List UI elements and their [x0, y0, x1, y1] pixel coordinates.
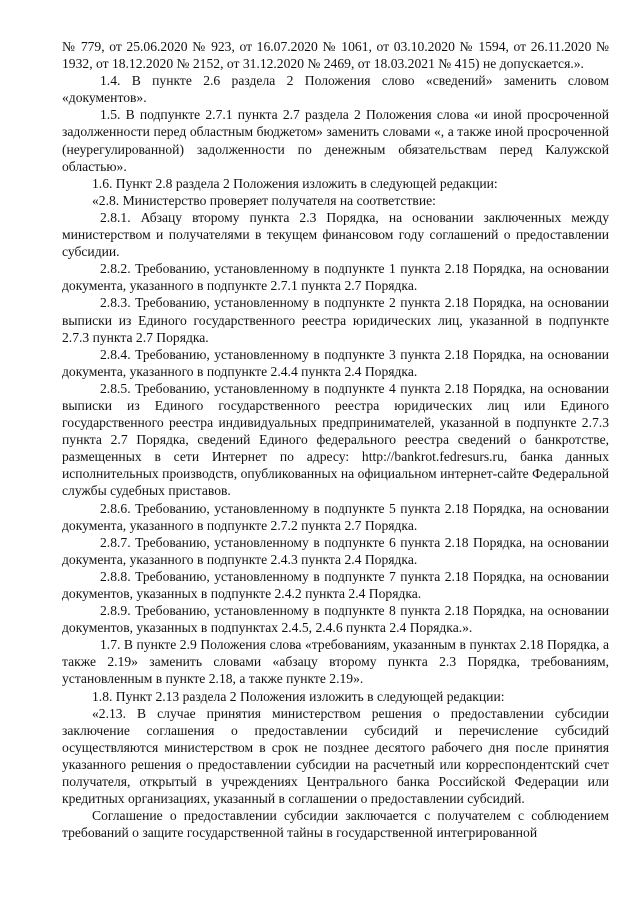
- paragraph-1-8: 1.8. Пункт 2.13 раздела 2 Положения изложить в следующей редакции:: [92, 688, 505, 704]
- paragraph-agreement: Соглашение о предоставлении субсидии заключается с получателем с соблюдением требований о защите государственной тайны в государственной интегрированной: [62, 808, 609, 841]
- paragraph-1-5: 1.5. В подпункте 2.7.1 пункта 2.7 раздела 2 Положения слова «и иной просроченной задолженности перед областным бюджетом» заменить словами «, а также иной просроченной (неурегулированной) задолженности по денежным обязательствам перед Калужской областью».: [62, 107, 609, 174]
- paragraph-2-8-5: 2.8.5. Требованию, установленному в подпункте 4 пункта 2.18 Порядка, на основании выписки из Единого государственного реестра юридических лиц или Единого государственного реестра индивидуальных предпринимателей, указанной в подпункте 2.7.3 пункта 2.7 Порядка, сведений Единого федерального реестра сведений о банкротстве, размещенных в сети Интернет по адресу: http://bankrot.fedresurs.ru, банка данных исполнительных производств, опубликованных на официальном интернет-сайте Федеральной службы судебных приставов.: [62, 380, 609, 499]
- document-body: [62, 38, 609, 841]
- paragraph-2-8-6: 2.8.6. Требованию, установленному в подпункте 5 пункта 2.18 Порядка, на основании документа, указанного в подпункте 2.7.2 пункта 2.7 Порядка.: [62, 500, 609, 533]
- paragraph-2-8-7: 2.8.7. Требованию, установленному в подпункте 6 пункта 2.18 Порядка, на основании документа, указанного в подпункте 2.4.3 пункта 2.4 Порядка.: [62, 534, 609, 567]
- paragraph-2-8: «2.8. Министерство проверяет получателя на соответствие:: [92, 192, 436, 208]
- paragraph-2-8-1: 2.8.1. Абзацу второму пункта 2.3 Порядка, на основании заключенных между министерством и получателями в текущем финансовом году соглашений о предоставлении субсидии.: [62, 209, 609, 260]
- paragraph-1-4: 1.4. В пункте 2.6 раздела 2 Положения слово «сведений» заменить словом «документов».: [62, 73, 609, 106]
- paragraph-2-8-4: 2.8.4. Требованию, установленному в подпункте 3 пункта 2.18 Порядка, на основании документа, указанного в подпункте 2.4.4 пункта 2.4 Порядка.: [62, 346, 609, 379]
- paragraph-continuation: № 779, от 25.06.2020 № 923, от 16.07.2020 № 1061, от 03.10.2020 № 1594, от 26.11.2020 № 1932, от 18.12.2020 № 2152, от 31.12.2020 № 2469, от 18.03.2021 № 415) не допускается.».: [62, 39, 609, 72]
- paragraph-2-13: «2.13. В случае принятия министерством решения о предоставлении субсидии заключение соглашения о предоставлении субсидий и перечисление субсидий осуществляются министерством в срок не позднее десятого рабочего дня после принятия указанного решения о предоставлении субсидии на расчетный или корреспондентский счет получателя, открытый в учреждениях Центрального банка Российской Федерации или кредитных организациях, указанный в соглашении о предоставлении субсидий.: [62, 705, 609, 807]
- paragraph-1-7: 1.7. В пункте 2.9 Положения слова «требованиям, указанным в пунктах 2.18 Порядка, а также 2.19» заменить словами «абзацу второму пункта 2.3 Порядка, требованиям, установленным в пункте 2.18, а также пункте 2.19».: [62, 637, 609, 687]
- paragraph-1-6: 1.6. Пункт 2.8 раздела 2 Положения изложить в следующей редакции:: [92, 175, 498, 191]
- paragraph-2-8-9: 2.8.9. Требованию, установленному в подпункте 8 пункта 2.18 Порядка, на основании документов, указанных в подпунктах 2.4.5, 2.4.6 пункта 2.4 Порядка.».: [62, 603, 609, 636]
- paragraph-2-8-3: 2.8.3. Требованию, установленному в подпункте 2 пункта 2.18 Порядка, на основании выписки из Единого государственного реестра юридических лиц, указанной в подпункте 2.7.3 пункта 2.7 Порядка.: [62, 295, 609, 345]
- paragraph-2-8-8: 2.8.8. Требованию, установленному в подпункте 7 пункта 2.18 Порядка, на основании документов, указанных в подпункте 2.4.2 пункта 2.4 Порядка.: [62, 568, 609, 601]
- paragraph-2-8-2: 2.8.2. Требованию, установленному в подпункте 1 пункта 2.18 Порядка, на основании документа, указанного в подпункте 2.7.1 пункта 2.7 Порядка.: [62, 261, 609, 294]
